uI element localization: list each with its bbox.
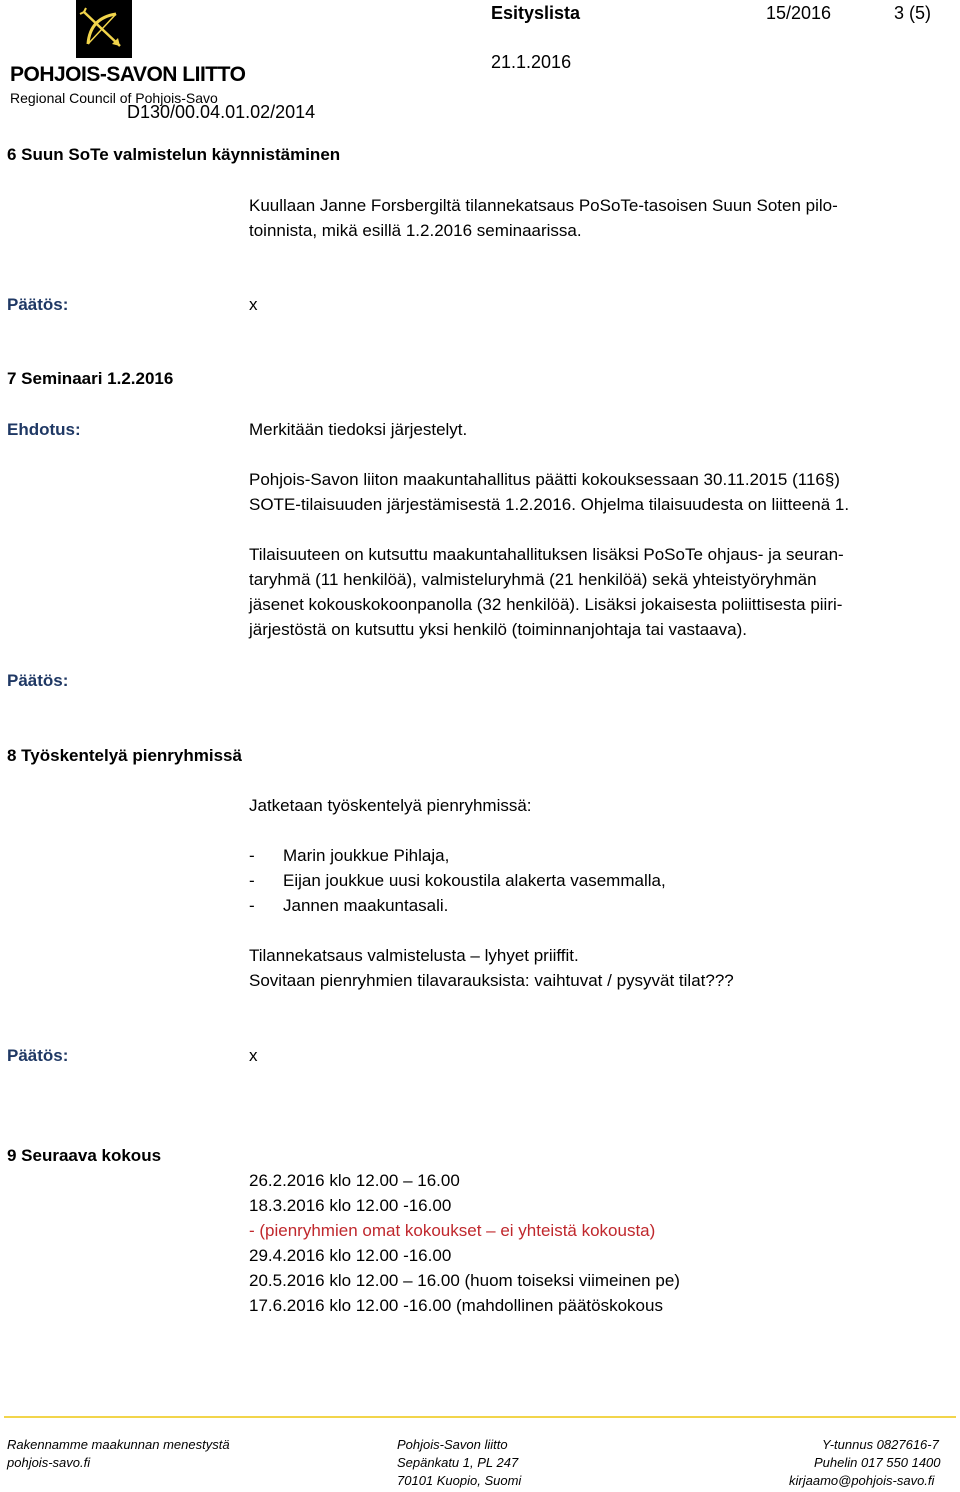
dash-bullet: -: [249, 896, 255, 915]
section-7-title: 7 Seminaari 1.2.2016: [7, 369, 174, 388]
section-6-decision-value: x: [249, 295, 258, 314]
section-7-p2-line1: Pohjois-Savon liiton maakuntahallitus päätti kokouksessaan 30.11.2015 (116§): [249, 470, 840, 489]
page-number: 3 (5): [894, 3, 932, 23]
section-6-body-line2: toinnista, mikä esillä 1.2.2016 seminaarissa.: [249, 221, 582, 240]
section-7-decision-label: Päätös:: [7, 671, 69, 690]
list-item: [249, 868, 666, 893]
footer-street: Sepänkatu 1, PL 247: [397, 1455, 519, 1470]
bow-and-arrow-icon: [76, 0, 132, 58]
section-8-title: 8 Työskentelyä pienryhmissä: [7, 746, 242, 765]
meeting-date-2: 18.3.2016 klo 12.00 -16.00: [249, 1196, 452, 1215]
footer-rule: [4, 1416, 956, 1418]
section-6-decision-label: Päätös:: [7, 295, 69, 314]
footer-phone: Puhelin 017 550 1400: [814, 1455, 941, 1470]
meeting-date-3: 29.4.2016 klo 12.00 -16.00: [249, 1246, 452, 1265]
section-8-list: [249, 843, 666, 918]
section-7-p3-line4: järjestöstä on kutsuttu yksi henkilö (toiminnanjohtaja tai vastaava).: [249, 620, 747, 639]
section-9-title: 9 Seuraava kokous: [7, 1146, 162, 1165]
list-item-text: Eijan joukkue uusi kokoustila alakerta vasemmalla,: [283, 871, 666, 890]
doc-number: 15/2016: [766, 3, 832, 23]
list-item-text: Marin joukkue Pihlaja,: [283, 846, 450, 865]
list-item-text: Jannen maakuntasali.: [283, 896, 449, 915]
section-8-line-a: Tilannekatsaus valmistelusta – lyhyet priiffit.: [249, 946, 579, 965]
logo-emblem: [76, 0, 132, 58]
footer-org: Pohjois-Savon liitto: [397, 1437, 508, 1452]
dash-bullet: -: [249, 846, 255, 865]
section-7-p3-line3: jäsenet kokouskokoonpanolla (32 henkilöä). Lisäksi jokaisesta poliittisesta piiri-: [249, 595, 843, 614]
org-name: POHJOIS-SAVON LIITTO: [10, 63, 246, 86]
section-8-decision-value: x: [249, 1046, 258, 1065]
footer-business-id: Y-tunnus 0827616-7: [822, 1437, 939, 1452]
section-7-p3-line2: taryhmä (11 henkilöä), valmisteluryhmä (21 henkilöä) sekä yhteistyöryhmän: [249, 570, 817, 589]
footer-city: 70101 Kuopio, Suomi: [397, 1473, 522, 1488]
section-8-decision-label: Päätös:: [7, 1046, 69, 1065]
section-7-p3-line1: Tilaisuuteen on kutsuttu maakuntahallituksen lisäksi PoSoTe ohjaus- ja seuran-: [249, 545, 844, 564]
dash-bullet: -: [249, 871, 255, 890]
org-subtitle: Regional Council of Pohjois-Savo: [10, 90, 218, 106]
footer-slogan: Rakennamme maakunnan menestystä: [7, 1437, 230, 1452]
meeting-note-subgroups: - (pienryhmien omat kokoukset – ei yhteistä kokousta): [249, 1221, 656, 1240]
section-7-proposal-label: Ehdotus:: [7, 420, 81, 439]
section-7-p1: Merkitään tiedoksi järjestelyt.: [249, 420, 468, 439]
meeting-date-4: 20.5.2016 klo 12.00 – 16.00 (huom toiseksi viimeinen pe): [249, 1271, 680, 1290]
section-8-intro: Jatketaan työskentelyä pienryhmissä:: [249, 796, 532, 815]
record-number: D130/00.04.01.02/2014: [127, 102, 316, 122]
section-6-title: 6 Suun SoTe valmistelun käynnistäminen: [7, 145, 341, 164]
footer-website: pohjois-savo.fi: [7, 1455, 91, 1470]
doc-type: Esityslista: [491, 3, 581, 23]
section-6-body-line1: Kuullaan Janne Forsbergiltä tilannekatsaus PoSoTe-tasoisen Suun Soten pilo-: [249, 196, 838, 215]
meeting-date-1: 26.2.2016 klo 12.00 – 16.00: [249, 1171, 460, 1190]
list-item: [249, 843, 666, 868]
section-7-p2-line2: SOTE-tilaisuuden järjestämisestä 1.2.2016. Ohjelma tilaisuudesta on liitteenä 1.: [249, 495, 850, 514]
doc-date: 21.1.2016: [491, 52, 572, 72]
section-8-line-b: Sovitaan pienryhmien tilavarauksista: vaihtuvat / pysyvät tilat???: [249, 971, 734, 990]
list-item: [249, 893, 666, 918]
footer-email: kirjaamo@pohjois-savo.fi: [789, 1473, 935, 1488]
meeting-date-5: 17.6.2016 klo 12.00 -16.00 (mahdollinen päätöskokous: [249, 1296, 663, 1315]
